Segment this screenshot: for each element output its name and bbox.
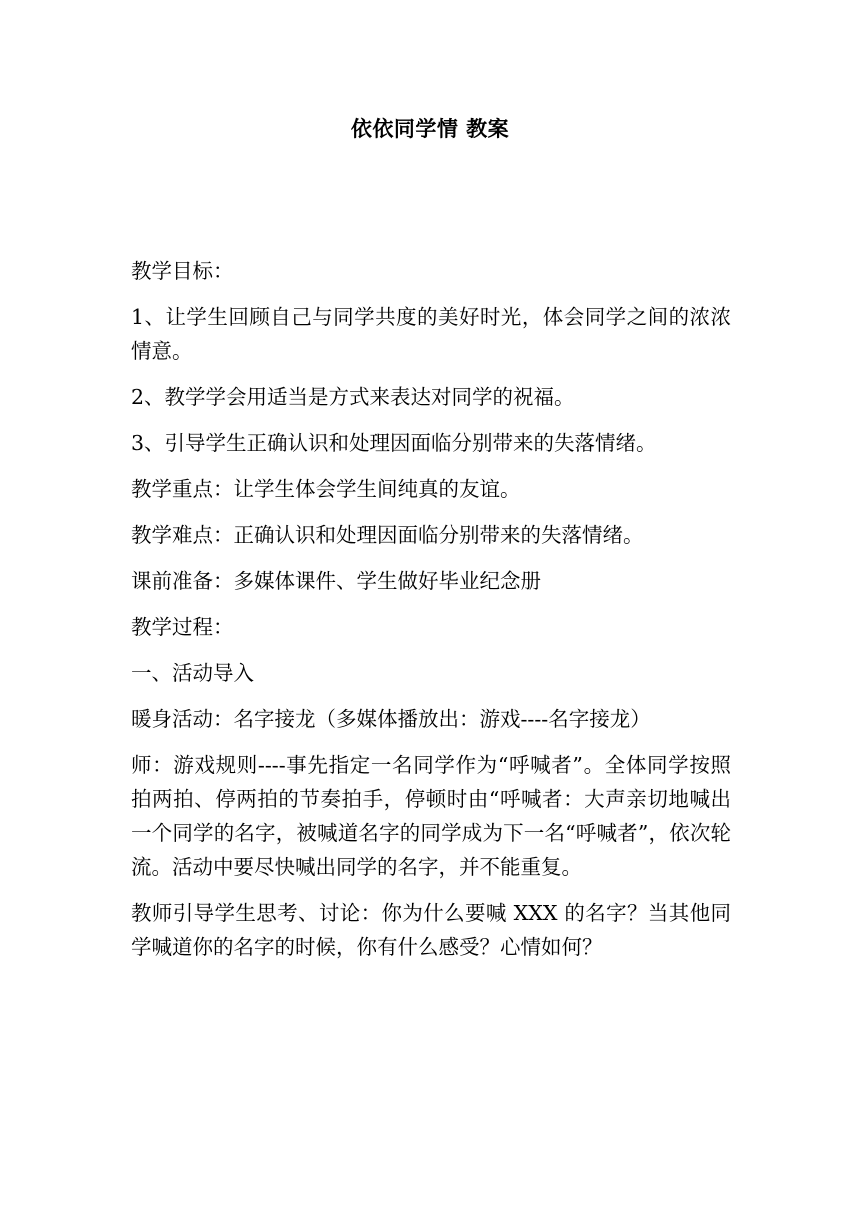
paragraph-goal-3: 3、引导学生正确认识和处理因面临分别带来的失落情绪。 <box>131 431 657 455</box>
paragraph-process-heading: 教学过程： <box>131 615 234 639</box>
paragraph-difficulty: 教学难点：正确认识和处理因面临分别带来的失落情绪。 <box>131 523 644 547</box>
paragraph-preparation: 课前准备：多媒体课件、学生做好毕业纪念册 <box>131 569 541 593</box>
document-title: 依依同学情 教案 <box>350 117 510 141</box>
paragraph-key-point: 教学重点：让学生体会学生间纯真的友谊。 <box>131 477 521 501</box>
paragraph-section-1-heading: 一、活动导入 <box>131 661 254 685</box>
paragraph-teaching-goals-heading: 教学目标： <box>131 259 234 283</box>
paragraph-discussion: 教师引导学生思考、讨论：你为什么要喊 XXX 的名字？当其他同学喊道你的名字的时候，你有什么感受？心情如何？ <box>131 901 731 959</box>
paragraph-goal-2: 2、教学学会用适当是方式来表达对同学的祝福。 <box>131 385 575 409</box>
paragraph-warmup-activity: 暖身活动：名字接龙（多媒体播放出：游戏----名字接龙） <box>131 707 651 731</box>
paragraph-goal-1: 1、让学生回顾自己与同学共度的美好时光，体会同学之间的浓浓情意。 <box>131 305 731 363</box>
document-body <box>131 254 731 976</box>
paragraph-game-rules: 师：游戏规则----事先指定一名同学作为“呼喊者”。全体同学按照拍两拍、停两拍的节奏拍手，停顿时由“呼喊者：大声亲切地喊出一个同学的名字，被喊道名字的同学成为下一名“呼喊者”，依次轮流。活动中要尽快喊出同学的名字，并不能重复。 <box>131 753 731 879</box>
